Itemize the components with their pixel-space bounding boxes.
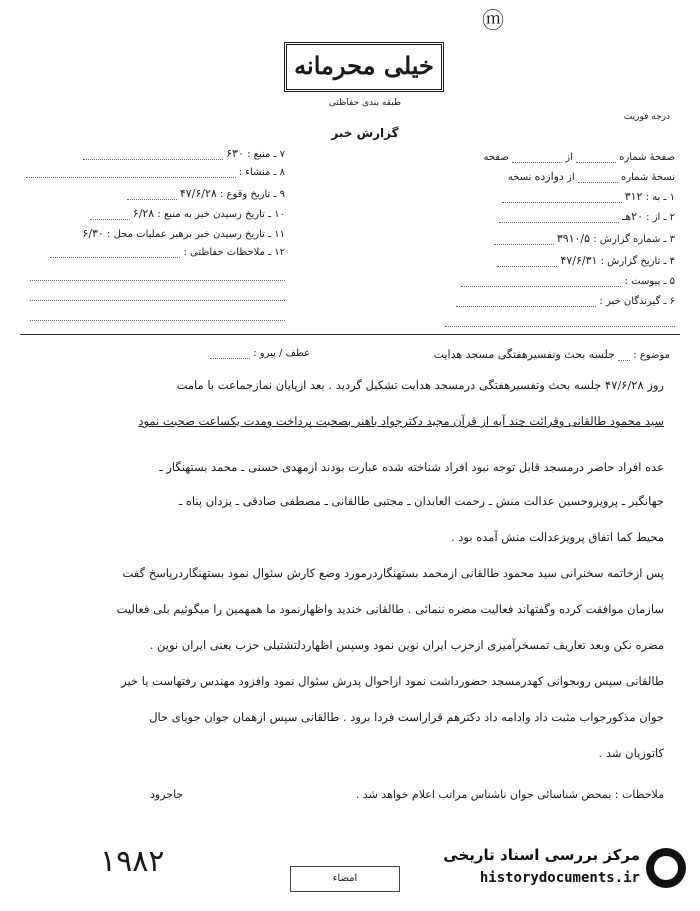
field-source: ۷ ـ منبع : ۶۳۰	[20, 147, 285, 160]
reference-label: عطف / پیرو :	[253, 348, 311, 359]
field-source-received-date: ۱۰ ـ تاریخ رسیدن خبر به منبع : ۶/۲۸	[20, 207, 285, 220]
body-line-1: روز ۴۷/۶/۲۸ جلسه بحث وتفسیرهفتگی درمسجد هدایت تشکیل گردید . بعد ازپایان نمازجماعت با مامت	[176, 378, 664, 392]
field-extra-line	[430, 316, 675, 327]
body-line-2: سید محمود طالقانی وقرائت چند آیه از قرآن مجید دکترجواد باهنر بصحبت پرداخت ومدت یکساعت صحبت نمود	[138, 414, 664, 428]
field-copy-number: نسخهٔ شماره از دوازده نسخه	[507, 170, 675, 183]
classification-label: طبقه بندی حفاظتی	[328, 98, 402, 108]
body-line-4: جهانگیر ـ پرویزوحسین عدالت منش ـ رحمت العابدان ـ مجتبی طالقانی ـ مصطفی صادقی ـ یزدان پناه ـ	[178, 494, 664, 508]
body-line-11: کاتوزیان شد .	[598, 746, 664, 760]
field-recipients: ۶ ـ گیرندگان خبر :	[430, 296, 675, 307]
field-blank-line-1	[20, 270, 285, 281]
notes-label: ملاحظات :	[614, 788, 664, 801]
urgency-label: درجه فوریت	[623, 112, 670, 122]
notes-tail: جاجرود	[150, 788, 184, 801]
body-line-6: پس ازخاتمه سخنرانی سید محمود طالقانی ازمحمد بستهنگاردرمورد وضع کارش سئوال نمود بستهنگاردرپاسخ گفت	[122, 566, 664, 580]
field-to: ۱ ـ به : ۳۱۲	[430, 190, 675, 203]
body-line-8: مضره نکن وبعد تعاریف تمسخرآمیزی ازحزب ایران نوین نمود وسپس اظهاردلتشتیلی حزب یعنی ایران نوین .	[149, 638, 664, 652]
archive-logo-icon	[646, 848, 686, 888]
page-number: ⓜ	[482, 9, 505, 34]
body-line-5: محیط کما اتفاق پرویزعدالت منش آمده بود .	[451, 530, 664, 544]
stamp-text: خیلی محرمانه	[294, 51, 434, 80]
handwritten-number: ۱۹۸۲	[100, 844, 165, 879]
report-title: گزارش خبر	[331, 126, 399, 140]
field-from: ۲ ـ از : ۲۰هـ	[430, 210, 675, 223]
body-line-3: عده افراد حاضر درمسجد قابل توجه نبود افراد شناخته شده عبارت بودند ازمهدی حسنی ـ محمد بستهنگار ـ	[159, 460, 664, 474]
subject-label: موضوع :	[633, 350, 670, 361]
field-event-date: ۹ ـ تاریخ وقوع : ۴۷/۶/۲۸	[20, 187, 285, 200]
field-operations-received-date: ۱۱ ـ تاریخ رسیدن خبر برهبر عملیات محل : ۶/۳۰	[82, 227, 285, 240]
field-origin: ۸ ـ منشاء :	[20, 167, 285, 178]
subject-text: جلسه بحث وتفسیرهفتگی مسجد هدایت	[433, 348, 615, 361]
notes-line	[356, 788, 664, 801]
field-page-number: صفحهٔ شماره از صفحه	[483, 152, 675, 163]
body-line-9: طالقانی سپس روبجوانی کهدرمسجد حضورداشت نمود ازاحوال پدرش سئوال نمود وافزود مهندس رفتهاست یا خیر	[121, 674, 664, 688]
body-line-7: سازمان موافقت کرده وگفتهاند فعالیت مضره ننمائی . طالقانی خندید واظهارنمود ما همهمین را میگوئیم بلی فعالیت	[116, 602, 664, 616]
body-line-10: جوان مذکورجواب مثبت داد وادامه داد دکترهم قراراست فردا برود . طالقانی سپس ازهمان جوان جویای حال	[149, 710, 664, 724]
notes-text: بمحض شناسائی جوان ناشناس مراتب اعلام خواهد شد .	[355, 788, 612, 801]
watermark	[443, 842, 690, 902]
field-attachment: ۵ ـ پیوست :	[430, 276, 675, 287]
reference-line	[210, 348, 310, 359]
field-blank-line-3	[20, 310, 285, 321]
watermark-title: مرکز بررسی اسناد تاریخی	[443, 846, 640, 864]
watermark-url: historydocuments.ir	[479, 870, 640, 886]
signature-box: امضاء	[290, 866, 400, 892]
field-blank-line-2	[20, 290, 285, 301]
subject-line	[434, 348, 670, 361]
field-report-date: ۴ ـ تاریخ گزارش : ۴۷/۶/۳۱	[430, 254, 675, 267]
field-report-number: ۳ ـ شماره گزارش : ۳۹۱۰/۵	[430, 232, 675, 245]
field-security-notes: ۱۲ ـ ملاحظات حفاظتی :	[20, 247, 285, 258]
divider	[20, 334, 680, 335]
confidential-stamp	[284, 42, 444, 92]
